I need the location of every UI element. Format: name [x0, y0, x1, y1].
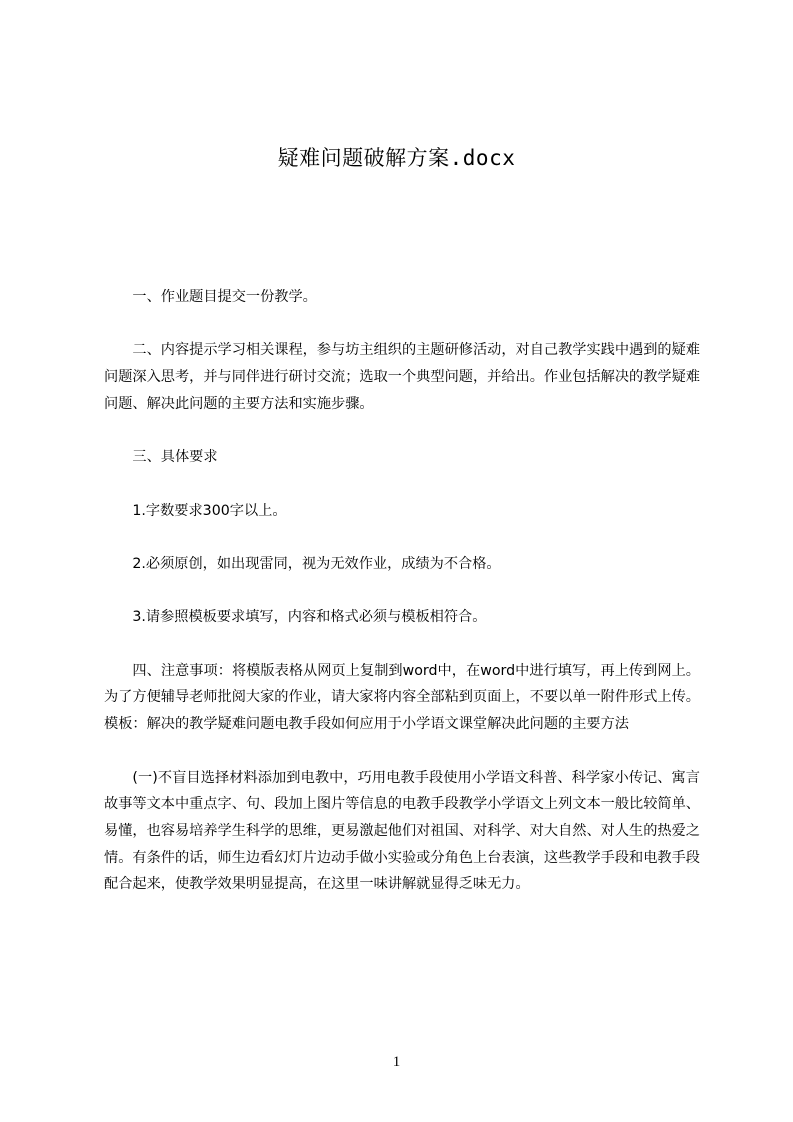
paragraph-assignment-topic: 一、作业题目提交一份教学。 — [132, 289, 317, 305]
paragraph-requirements-heading: 三、具体要求 — [132, 449, 218, 466]
document-title: 疑难问题破解方案.docx — [277, 146, 516, 170]
paragraph-requirement-3: 3.请参照模板要求填写，内容和格式必须与模板相符合。 — [132, 609, 487, 626]
paragraph-content-hint: 二、内容提示学习相关课程，参与坊主组织的主题研修活动，对自己教学实践中遇到的疑难问题深入思考，并与同伴进行研讨交流；选取一个典型问题，并给出。作业包括解决的教学疑难问题、解决此问题的主要方法和实施步骤。 — [104, 342, 700, 412]
paragraph-requirement-2: 2.必须原创，如出现雷同，视为无效作业，成绩为不合格。 — [132, 555, 501, 572]
paragraph-notes: 四、注意事项：将模版表格从网页上复制到word中，在word中进行填写，再上传到网上。为了方便辅导老师批阅大家的作业，请大家将内容全部粘到页面上，不要以单一附件形式上传。模板：解决的教学疑难问题电教手段如何应用于小学语文课堂解决此问题的主要方法 — [104, 662, 700, 733]
page-number: 1 — [392, 1054, 401, 1070]
paragraph-requirement-1: 1.字数要求300字以上。 — [132, 502, 287, 519]
document-body — [104, 284, 700, 898]
paragraph-method-1: (一)不盲目选择材料添加到电教中，巧用电教手段使用小学语文科普、科学家小传记、寓言故事等文本中重点字、句、段加上图片等信息的电教手段教学小学语文上列文本一般比较简单、易懂，也容易培养学生科学的思维，更易激起他们对祖国、对科学、对大自然、对人生的热爱之情。有条件的话，师生边看幻灯片边动手做小实验或分角色上台表演，这些教学手段和电教手段配合起来，使教学效果明显提高，在这里一味讲解就显得乏味无力。 — [104, 769, 700, 893]
